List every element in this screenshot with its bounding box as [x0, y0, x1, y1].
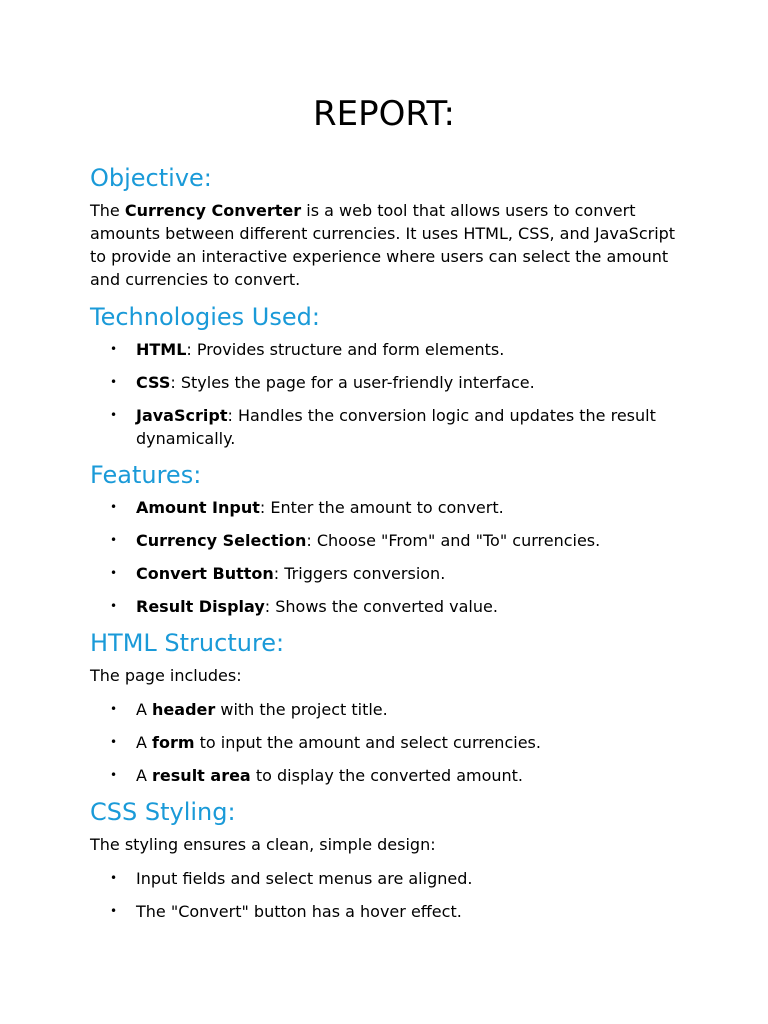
report-title: REPORT:	[312, 94, 455, 134]
list-item-desc: : Triggers conversion.	[273, 564, 446, 583]
css-styling-list	[90, 867, 678, 923]
list-item-term: CSS	[136, 373, 171, 392]
list-item-desc: to display the converted amount.	[250, 766, 524, 785]
list-item	[90, 562, 678, 585]
list-item	[90, 496, 678, 519]
list-item-term: HTML	[136, 340, 187, 359]
css-styling-section	[90, 797, 678, 923]
list-item-desc: : Shows the converted value.	[264, 597, 498, 616]
list-item-desc: : Enter the amount to convert.	[259, 498, 504, 517]
features-heading: Features:	[90, 461, 202, 489]
list-item-term: result area	[152, 766, 251, 785]
features-section	[90, 460, 678, 618]
list-item-term: Result Display	[136, 597, 265, 616]
list-item-term: form	[152, 733, 195, 752]
css-styling-heading: CSS Styling:	[90, 798, 236, 826]
html-structure-list	[90, 698, 678, 787]
list-item-term: Convert Button	[136, 564, 274, 583]
html-structure-heading: HTML Structure:	[90, 629, 285, 657]
list-item-desc: : Styles the page for a user-friendly interface.	[170, 373, 535, 392]
list-item	[90, 698, 678, 721]
html-structure-section	[90, 628, 678, 787]
list-item	[90, 731, 678, 754]
list-item	[90, 529, 678, 552]
list-item-desc: : Provides structure and form elements.	[186, 340, 505, 359]
list-item	[90, 371, 678, 394]
list-item-pre: A	[136, 733, 153, 752]
list-item-pre: A	[136, 700, 153, 719]
list-item-desc: to input the amount and select currencies.	[194, 733, 541, 752]
list-item	[90, 764, 678, 787]
list-item	[90, 404, 678, 450]
features-list	[90, 496, 678, 618]
list-item-term: header	[152, 700, 216, 719]
list-item: • The "Convert" button has a hover effect.	[90, 900, 678, 923]
objective-rest: is a web tool that allows users to convert amounts between different currencies. It uses HTML, CSS, and JavaScript to provide an interactive experience where users can select the amount and currencies to convert.	[90, 201, 676, 289]
list-item-desc: : Choose "From" and "To" currencies.	[306, 531, 601, 550]
list-item-desc: : Handles the conversion logic and updates the result dynamically.	[136, 406, 656, 448]
list-item	[90, 595, 678, 618]
html-structure-intro: The page includes:	[90, 666, 242, 685]
objective-heading: Objective:	[90, 164, 212, 192]
list-item-term: JavaScript	[136, 406, 228, 425]
objective-section	[90, 163, 678, 291]
objective-bold-term: Currency Converter	[124, 201, 302, 220]
list-item-desc: with the project title.	[215, 700, 388, 719]
css-styling-intro: The styling ensures a clean, simple design:	[90, 835, 436, 854]
technologies-section	[90, 302, 678, 450]
technologies-heading: Technologies Used:	[90, 303, 320, 331]
list-item: • Input fields and select menus are aligned.	[90, 867, 678, 890]
technologies-list	[90, 338, 678, 450]
list-item-term: Amount Input	[136, 498, 260, 517]
objective-prefix: The	[90, 201, 125, 220]
list-item	[90, 338, 678, 361]
list-item-pre: A	[136, 766, 153, 785]
objective-paragraph	[90, 199, 678, 291]
list-item-term: Currency Selection	[136, 531, 307, 550]
